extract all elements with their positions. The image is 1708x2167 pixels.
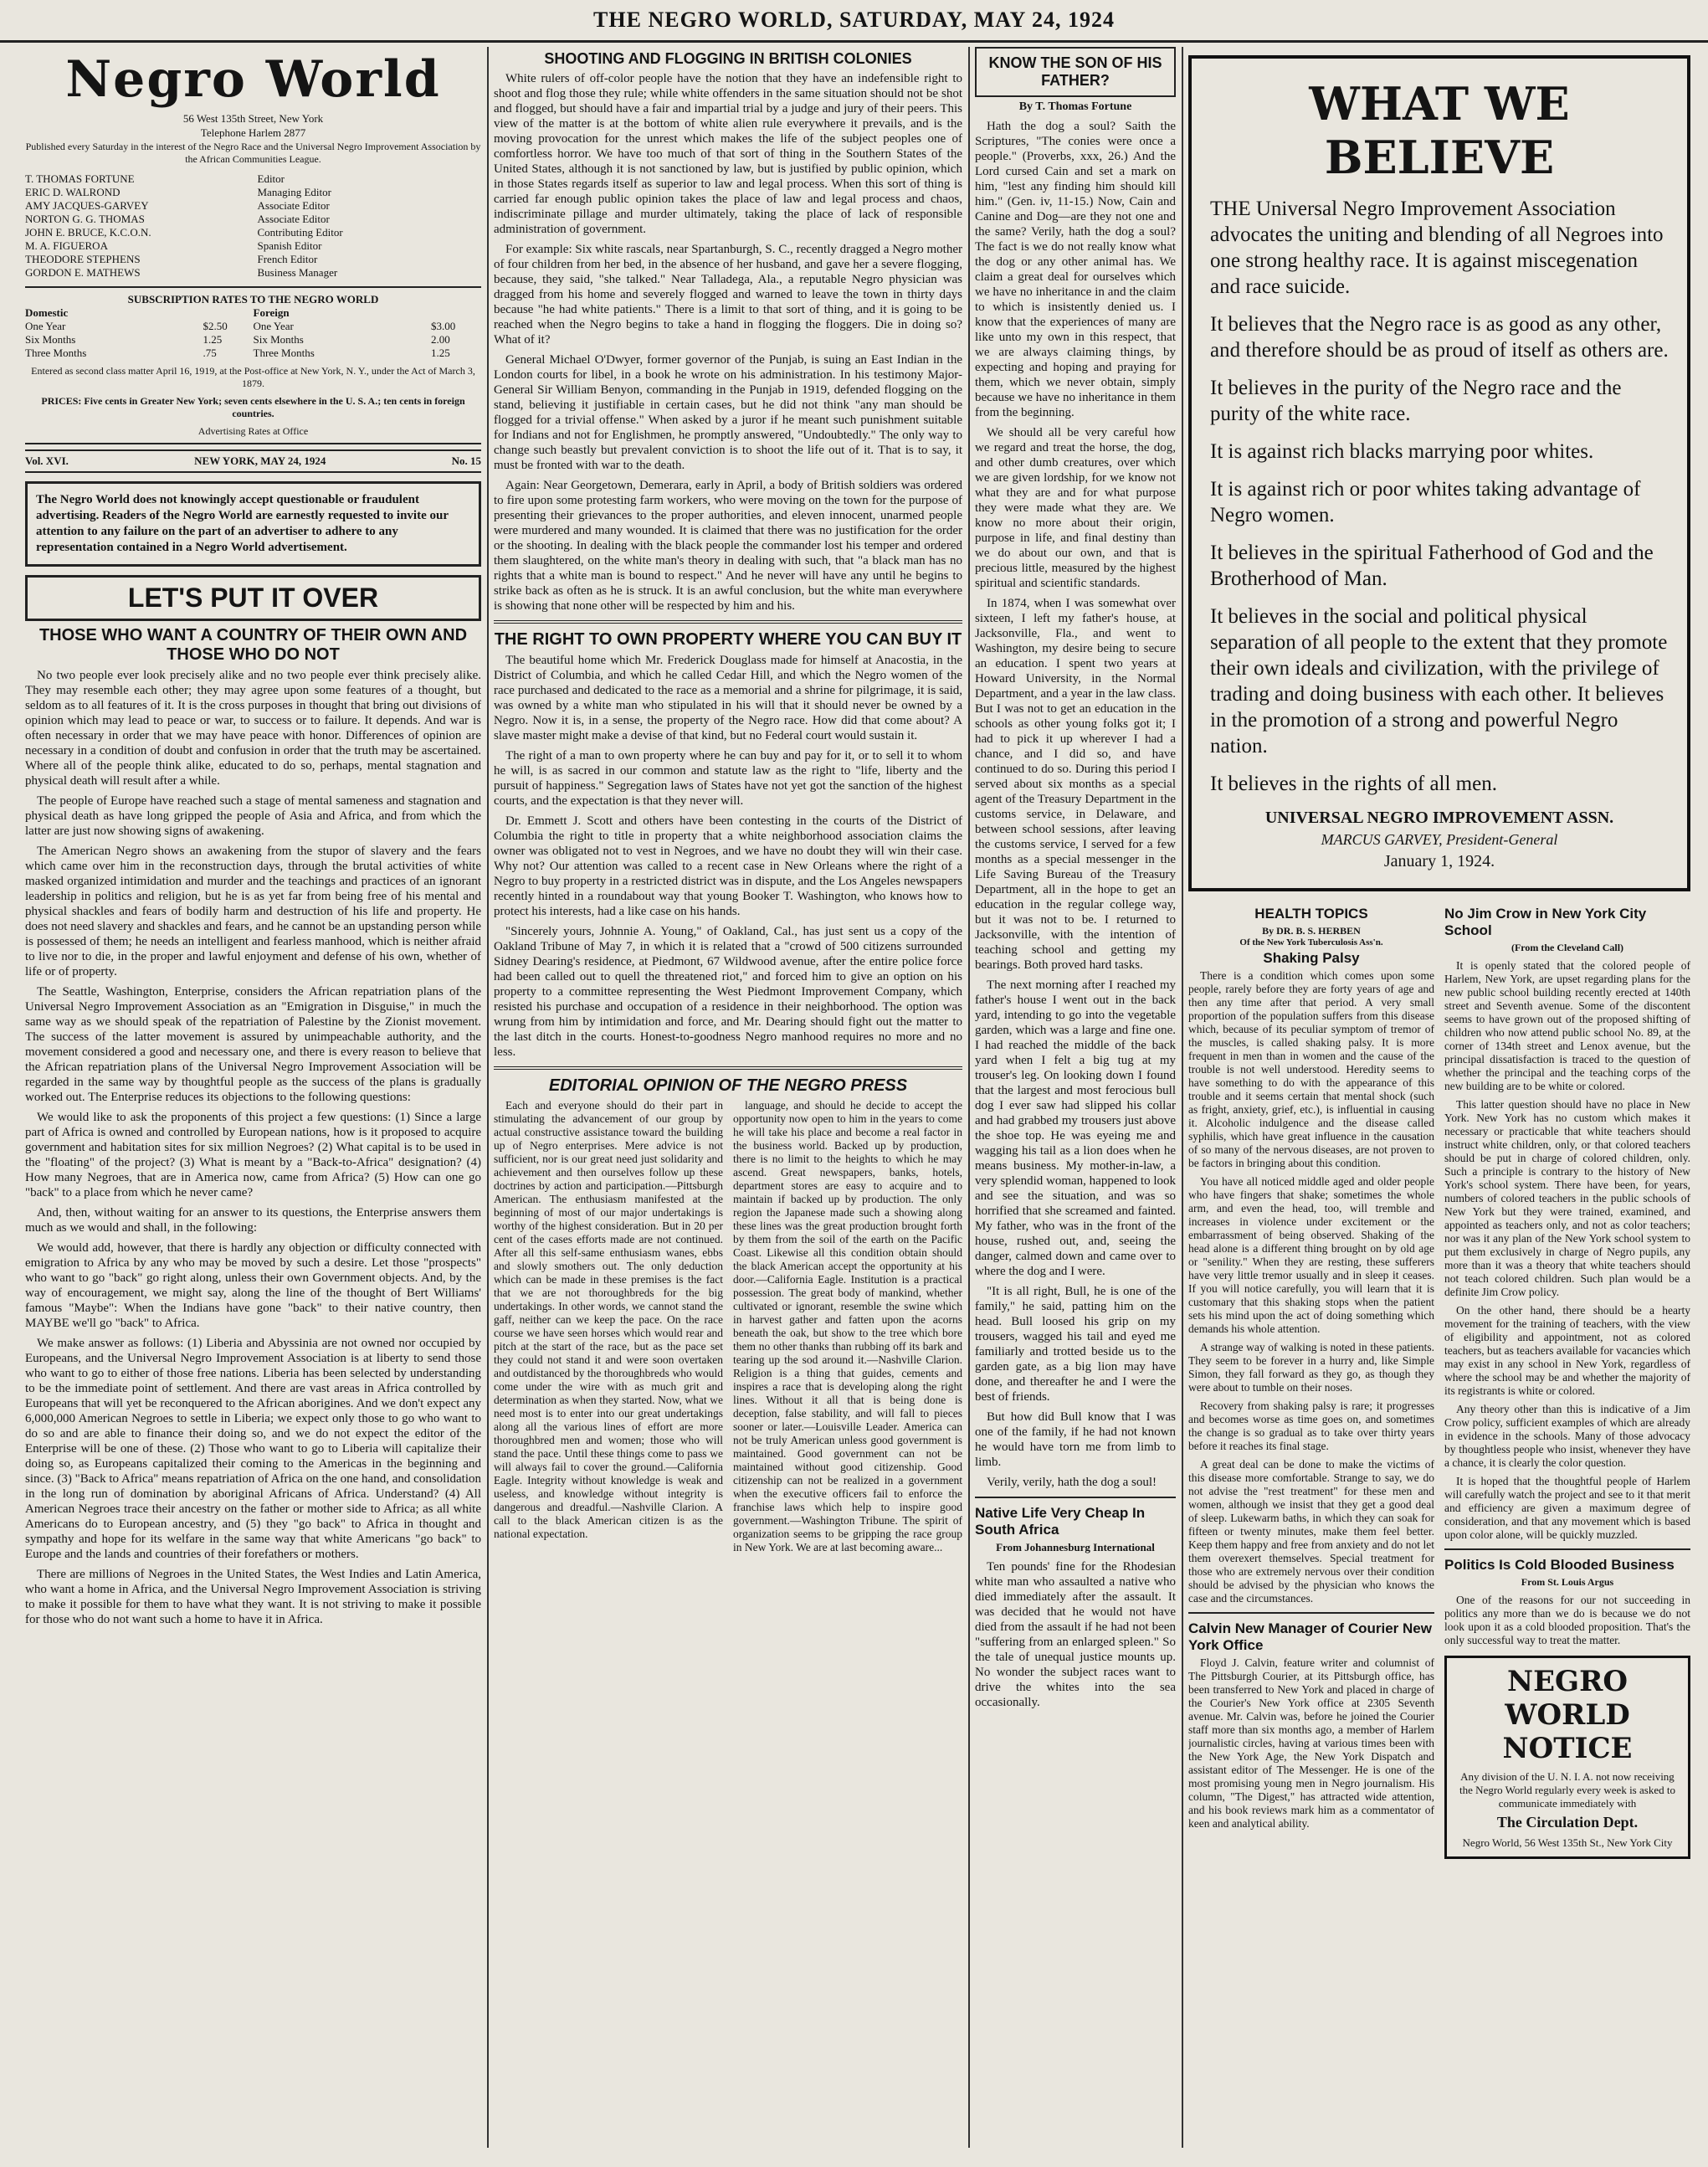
editorial-paragraph: And, then, without waiting for an answer to its questions, the Enterprise answers them much as we would and shall, in the following: <box>25 1206 481 1235</box>
press-opinion-title: EDITORIAL OPINION OF THE NEGRO PRESS <box>548 1076 908 1095</box>
health-byline: By DR. B. S. HERBEN <box>1262 925 1361 937</box>
column-rule <box>968 47 970 2148</box>
staff-name: M. A. FIGUEROA <box>25 239 108 252</box>
column-2 <box>494 47 962 2156</box>
notice-title-2: NOTICE <box>1502 1732 1633 1765</box>
column-4 <box>1188 47 1690 2156</box>
editorial-headline-box <box>25 575 481 621</box>
press-opinion-right: language, and should he decide to accept the opportunity now open to him in the years to come he will take his place and become a real factor in the business world. Backed up by production, there is no limit to the heights to which he may ascend. Great newspapers, banks, hotels, department stores are easy to acquire and to maintain if backed up by production. The only region the Japanese made such a showing along these lines was the great production brought forth by them from the soil of the earth on the Pacific Coast. Likewise all this condition obtain should the black American accept the opportunity at his door.—California Eagle. Institution is a practical possession. The great body of mankind, whether cultivated or ignorant, resemble the swine which in harvest gather and fatten upon the acorns beneath the oak, but show to the tree which bore them no other thanks than rubbing off its bark and tearing up the sod around it.—Nashville Clarion. Religion is a thing that guides, cements and inspires a race that is developing along the right lines. Without it all that is being done is deception, false stability, and will fall to pieces sooner or later.—Louisville Leader. America can not be truly American unless good government is maintained. Good government can not be maintained without good citizenship. Good citizenship can not be realized in a government when the executive officers fail to enforce the franchise laws which help to inspire good government.—Washington Tribune. The spirit of organization seems to be gripping the race group in New York. We are at last becoming aware... <box>733 1099 962 1553</box>
rate-row <box>25 333 481 347</box>
editorial-paragraph: The people of Europe have reached such a stage of mental sameness and stagnation and physical death as have long gripped the people of Asia and Africa, and from which the latter are just now showing signs of awakening. <box>25 794 481 838</box>
politics-text: One of the reasons for our not succeeding in politics any more than we do is because we do not look upon it as a cold blooded proposition. That's the only successful way to treat the matter. <box>1444 1594 1690 1646</box>
calvin-title: Calvin New Manager of Courier New York Office <box>1188 1620 1432 1653</box>
health-affiliation: Of the New York Tuberculosis Ass'n. <box>1239 937 1383 947</box>
shooting-paragraph: For example: Six white rascals, near Spartanburgh, S. C., recently dragged a Negro mother of four children from her bed, in the absence of her husband, and gave her a severe flogging, because, they said, "she talked." Near Talladega, Ala., a reputable Negro physician was dragged from his home and severely flogged and warned to leave the town in thirty days because "he had white patients." There is a limit to that sort of thing, and it is going to be reached when the Negro begins to take a hand in flogging the floggers. Die in doing so? What of it? <box>494 243 962 347</box>
masthead-address: 56 West 135th Street, New York <box>182 112 324 125</box>
column-1 <box>25 47 481 2156</box>
column-3 <box>975 47 1176 2156</box>
calvin-text: Floyd J. Calvin, feature writer and columnist of The Pittsburgh Courier, at its Pittsburgh office, has been transferred to New York and placed in charge of the Courier's New York office at 2305 Seventh avenue. Mr. Calvin was, before he joined the Courier staff more than six months ago, a member of Harlem journalistic circles, having at various times been with the New York Age, the New York Dispatch and assistant editor of The Messenger. He is one of the most promising young men in Negro journalism. His column, "The Digest," has attracted wide attention, and his book reviews mark him as a commentator of keen and analytical ability. <box>1188 1656 1434 1830</box>
editorial-subtitle: THOSE WHO WANT A COUNTRY OF THEIR OWN AND THOSE WHO DO NOT <box>38 626 468 664</box>
fortune-body <box>975 119 1176 1490</box>
believe-item: It believes that the Negro race is as good as any other, and therefore should be as proud of itself as others are. <box>1210 313 1669 362</box>
staff-role: Spanish Editor <box>257 239 322 252</box>
rates-foreign: Foreign <box>253 306 290 319</box>
rate-cell: One Year <box>25 320 66 332</box>
staff-name: JOHN E. BRUCE, K.C.O.N. <box>25 226 151 239</box>
notice-title-1: NEGRO WORLD <box>1505 1665 1630 1732</box>
editorial-paragraph: No two people ever look precisely alike and no two people ever think precisely alike. They may resemble each other; they may agree upon some features of a thought, but seldom as to all features of it. It is the cross purposes in thought that bring out divisions of opinion which may lead to peace or war, to success or to failure. It depends. And war is often necessary in order that we may have peace with honor. Differences of opinion are necessary in a condition of doubt and confusion in order that the truth may be ascertained. Where all of the people think alike, educated to do so, perhaps, mental stagnation and physical death will result after a while. <box>25 669 481 788</box>
rate-cell: 2.00 <box>431 333 450 346</box>
editorial-paragraph: We would like to ask the proponents of this project a few questions: (1) Since a large part of Africa is owned and controlled by European nations, how is it proposed to acquire government and habitation sites for six million Negroes? (2) What capital is to be used in the "floating" of the project? (3) What is meant by a "Back-to-Africa" designation? (4) How many Negroes, that are in America now, came from Africa? (5) How can one go "back" to a place from which he never came? <box>25 1111 481 1199</box>
jimcrow-paragraph: It is openly stated that the colored people of Harlem, New York, are upset regarding plans for the new public school building recently erected at 140th street and Seventh avenue. Some of the discontent seems to have grown out of the proposed shifting of children who now attend public school No. 89, at the corner of 134th street and Lenox avenue, but the principal dissatisfaction is traced to the question of whether the principal and the teaching corps of the new building are to be white or colored. <box>1444 959 1690 1092</box>
notice-dept: The Circulation Dept. <box>1496 1814 1639 1831</box>
rate-row <box>25 320 481 333</box>
fortune-byline: By T. Thomas Fortune <box>1018 100 1132 113</box>
notice-address: Negro World, 56 West 135th St., New York City <box>1462 1836 1673 1849</box>
rate-cell: Six Months <box>25 333 76 346</box>
place-date: NEW YORK, MAY 24, 1924 <box>194 454 326 467</box>
property-paragraph: The beautiful home which Mr. Frederick Douglass made for himself at Anacostia, in the District of Columbia, and which he called Cedar Hill, and which the Negro women of the race purchased and dedicated to the race as a memorial and a shrine for pilgrimage, it is said, was owned by a white man who stipulated in his will that it should never be owned by a Negro. Now it is, in a sense, the property of the Negro race. How did that come about? A slave master might make a devise of that kind, but no Federal court would sustain it. <box>494 654 962 742</box>
native-life-text: Ten pounds' fine for the Rhodesian white man who assaulted a native who died immediately after the assault. It was decided that he would not have died from the assault if he had not been "suffering from an enlarged spleen." So the tale of unequal justice mounts up. No wonder the subject races want to drive the whites into the sea occasionally. <box>975 1560 1176 1709</box>
masthead-title: Negro World <box>65 50 441 109</box>
notice-body: Any division of the U. N. I. A. not now receiving the Negro World regularly every week is asked to communicate immediately with <box>1459 1770 1675 1810</box>
health-paragraph: A strange way of walking is noted in these patients. They seem to be forever in a hurry and, like Simple Simon, they fall forward as they go, as though they were about to tumble on their noses. <box>1188 1341 1434 1394</box>
editorial-paragraph: There are millions of Negroes in the United States, the West Indies and Latin America, who want a home in Africa, and the Universal Negro Improvement Association is striving to make it possible for them to have what they want. It is not striving to make it possible for those who do not want such a home to have it in Africa. <box>25 1568 481 1626</box>
jimcrow-paragraph: It is hoped that the thoughtful people of Harlem will carefully watch the project and see to it that merit and efficiency are given a maximum degree of consideration, and that any movement which is based upon color alone, will be quickly muzzled. <box>1444 1475 1690 1541</box>
rate-cell: 1.25 <box>203 333 223 346</box>
issue-line <box>25 449 481 473</box>
masthead-published: Published every Saturday in the interest of the Negro Race and the Universal Negro Improvement Association by the African Communities League. <box>25 141 481 165</box>
negro-world-notice <box>1444 1656 1690 1859</box>
rate-cell: 1.25 <box>431 347 450 359</box>
property-title: THE RIGHT TO OWN PROPERTY WHERE YOU CAN BUY IT <box>494 630 962 649</box>
prices-notice: PRICES: Five cents in Greater New York; seven cents elsewhere in the U. S. A.; ten cents in foreign countries. <box>41 395 465 419</box>
editorial-paragraph: The Seattle, Washington, Enterprise, considers the African repatriation plans of the Universal Negro Improvement Association as an "Emigration in Disguise," in much the same way as we should speak of the repatriation of Palestine by the Zionist movement. The success of the latter movement is assured by unimpeachable authority, and the movement considered a good and necessary one, and there is every reason to believe that the African repatriation plans of the Universal Negro Improvement Association will be regarded in the same way by thoughtful people as the success of the plans is gradually worked out. The Enterprise reduces its objections to the following questions: <box>25 985 481 1104</box>
fortune-paragraph: The next morning after I reached my father's house I went out in the back yard, intending to go into the vegetable garden, which was a large and fine one. I had reached the middle of the back yard when I felt a big tug at my trouser's leg. On looking down I found that the largest and most ferocious bull dog I ever saw had slipped his collar and had grabbed my trousers just above the shoe top. He was eyeing me and wagging his tail as a lion does when he means business. My mother-in-law, a very splendid woman, happened to look and see the situation, and was so horrified that she screamed and fainted. My father, who was in the front of the house, rushed out, and, seeing the danger, calmed down and came over to where the dog and I were. <box>975 978 1176 1278</box>
staff-name: GORDON E. MATHEWS <box>25 266 141 279</box>
believe-item: It believes in the social and political physical separation of all people to the extent that they promote their own ideals and civilization, with the privilege of trading and doing business with each other. It believes in the promotion of a strong and powerful Negro nation. <box>1210 605 1668 757</box>
rates-domestic: Domestic <box>25 306 69 319</box>
property-paragraph: Dr. Emmett J. Scott and others have been contesting in the courts of the District of Columbia the right to title in property that a white neighborhood association claims the owner was obligated not to vest in Negroes, and we have no doubt they will win their case. Why not? Our attention was called to a recent case in New Orleans where the right of a Negro to buy property in a restricted district was in dispute, and the Los Angeles newspapers recently hinted in a roundabout way that young Booker T. Washington, who knows how to protect his interests, had a like case on his hands. <box>494 814 962 918</box>
believe-item: It believes in the purity of the Negro race and the purity of the white race. <box>1210 377 1622 425</box>
rate-cell: One Year <box>253 320 294 332</box>
rate-cell: Six Months <box>253 333 304 346</box>
volume: Vol. XVI. <box>25 454 69 467</box>
press-opinion-left: Each and everyone should do their part in stimulating the advancement of our group by actual constructive assistance toward the building up of Negro enterprises. Mere advice is not sufficient, nor is our great need just solidarity and achievement and then ourselves follow up these doctrines by action and participation.—Pittsburgh American. The enthusiasm manifested at the beginning of most of our major undertakings is worthy of the highest consideration. But in 20 per cent of the cases efforts made are not continued. After all this self-same enthusiasm wanes, ebbs and slowly smothers out. The only deduction which can be made in these premises is the fact that we are not thoroughbreds for the big undertakings. In other words, we cannot stand the gaff, neither can we keep the pace. On the race course we have seen horses which would rear and pitch at the start of the race, but as the pace set they could not stand it and were soon overtaken and outdistanced by the thoroughbreds who would come under the wire with as much grit and determination as when they started. Now, what we need most is to enter into our great undertakings along all the various lines of effort are more thoroughbred men and women; those who will stand the pace. Until these things come to pass we will always fail to cover the ground.—California Eagle. Integrity without knowledge is weak and useless, and knowledge without integrity is dangerous and dreadful.—Nashville Clarion. A call to the black American citizen is as the national expectation. <box>494 1099 723 1540</box>
politics-source: From St. Louis Argus <box>1521 1576 1614 1588</box>
staff-name: NORTON G. G. THOMAS <box>25 213 145 225</box>
politics-title: Politics Is Cold Blooded Business <box>1444 1557 1675 1573</box>
believe-item: It is against rich blacks marrying poor whites. <box>1210 440 1594 463</box>
jimcrow-paragraph: Any theory other than this is indicative of a Jim Crow policy, sufficient examples of which are already in evidence in the schools. Many of those advocacy by thoughtless people who insist, whenever they have a chance, it is clearly the color question. <box>1444 1403 1690 1469</box>
advertising-disclaimer: The Negro World does not knowingly accept questionable or fraudulent advertising. Readers of the Negro World are earnestly requested to invite our attention to any failure on the part of an advertiser to adhere to any representation contained in a Negro World advertisement. <box>25 481 481 567</box>
property-paragraph: The right of a man to own property where he can buy and pay for it, or to sell it to whom he will, is as sacred in our common and statute law as the right to "life, liberty and the pursuit of happiness." Segregation laws of States have not yet got the sanction of the highest courts, and the expectation is that they never will. <box>494 749 962 808</box>
believe-date: January 1, 1924. <box>1383 852 1495 870</box>
staff-name: ERIC D. WALROND <box>25 186 121 198</box>
jimcrow-source: (From the Cleveland Call) <box>1511 942 1624 953</box>
believe-president: MARCUS GARVEY, President-General <box>1321 831 1558 848</box>
property-paragraph: "Sincerely yours, Johnnie A. Young," of Oakland, Cal., has just sent us a copy of the Oakland Tribune of May 7, in which it is related that a "crowd of 500 citizens surrounded Sidney Dearing's residence, at Piedmont, 67 Wildwood avenue, after the entire police force had been called out to quell the threatened riot," and forced him to give an option on his property to a committee representing the West Piedmont Improvement Company, which resisted his purchase and occupation of a residence in their neighborhood. The option was wrung from him by intimidation and force, and Mr. Dearing should fight out the matter to the last ditch in the courts. Honest-to-goodness Negro manhood requires no more and no less. <box>494 925 962 1059</box>
believe-item: THE Universal Negro Improvement Association advocates the uniting and blending of all Negroes into one strong healthy race. It is against miscegenation and race suicide. <box>1210 198 1664 298</box>
believe-item: It is against rich or poor whites taking advantage of Negro women. <box>1210 478 1641 526</box>
fortune-paragraph: Verily, verily, hath the dog a soul! <box>987 1476 1157 1489</box>
jimcrow-paragraph: This latter question should have no place in New York. New York has no custom which makes it necessary or practicable that white teachers should instruct white children, only, or that colored teachers should be put in charge of colored children, only. Such a principle is contrary to the history of New York's school system. There have been, for years, numbers of colored teachers in the public schools of New York but they were trained, examined, and appointed as teachers only, and not as color teachers; nor was it any plan of the New York school system to put them exclusively in charge of Negro pupils, any more than it was a theory that white teachers should not teach colored children. Such plan would be a definite Jim Crow policy. <box>1444 1098 1690 1298</box>
fortune-paragraph: But how did Bull know that I was one of the family, if he had not known he would have torn me from limb to limb. <box>975 1410 1176 1469</box>
property-body <box>494 653 962 1060</box>
rate-cell: $3.00 <box>431 320 456 332</box>
staff-role: Business Manager <box>257 266 338 279</box>
fortune-title: KNOW THE SON OF HIS FATHER? <box>988 54 1162 89</box>
jimcrow-column <box>1444 903 1690 1859</box>
fortune-paragraph: In 1874, when I was somewhat over sixteen, I left my father's house, at Jacksonville, Fla., and went to Washington, my desire being to secure an education. I spent two years at Howard University, in the Normal Department, and a year in the law class. But I was not to get an education in the schools as other young folks got it; I had to pick it up wherever I had a chance, and I did so, and have continued to do so. During this period I served about six months as a special agent of the Treasury Department in the customs service, in Delaware, and between school sessions, after leaving the customs service, I served for a few months as a special messenger in the Life Saving Bureau of the Treasury Department, all in the hope to get an education in the regular college way, but it was not to be. I returned to Jacksonville, with the intention of teaching school and getting my bearings. Both proved hard tasks. <box>975 597 1176 972</box>
shooting-body <box>494 71 962 614</box>
what-we-believe-box <box>1188 55 1690 891</box>
press-opinion-body <box>494 1099 962 1559</box>
health-title: Shaking Palsy <box>1263 950 1360 966</box>
jimcrow-title: No Jim Crow in New York City School <box>1444 906 1647 938</box>
health-paragraph: Recovery from shaking palsy is rare; it progresses and becomes worse as time goes on, and sometimes the change is so gradual as to take over thirty years before it reaches its final stage. <box>1188 1399 1434 1452</box>
staff-role: Associate Editor <box>257 199 330 212</box>
staff-role: French Editor <box>257 253 318 265</box>
staff-name: THEODORE STEPHENS <box>25 253 141 265</box>
editorial-paragraph: We would add, however, that there is hardly any objection or difficulty connected with emigration to Africa by any who may be moved by such a desire. Let those "prospects" who want to go "back" go right along, unless their own Government objects. And, by the way of encouragement, we might say, along the line of the thought of Bert Williams' famous "Maybe": When the Indians have gone "back" to their native country, then MAYBE we'll go "back" to Africa. <box>25 1241 481 1330</box>
health-paragraph: There is a condition which comes upon some people, rarely before they are forty years of age and then any time after that period. A very small proportion of the population suffers from this disease which, because of its peculiar symptom of tremor of the muscles, is called shaking palsy. It is more frequent in men than in women and the cause of the trouble is not well understood. Heredity seems to have something to do with the appearance of this trouble and it seems certain that mental shock (such as fright, anxiety, grief, etc.), is influential in causing it. Alcoholic indulgence and the disease called syphilis, which have great influence in the causation of so many of the nervous diseases, are not proven to be factors in bringing about this condition. <box>1188 969 1434 1169</box>
staff-role: Contributing Editor <box>257 226 343 239</box>
running-head: THE NEGRO WORLD, SATURDAY, MAY 24, 1924 <box>0 0 1708 43</box>
believe-item: It believes in the rights of all men. <box>1210 773 1497 795</box>
advertising-notice: Advertising Rates at Office <box>197 425 309 437</box>
fortune-paragraph: Hath the dog a soul? Saith the Scriptures, "The conies were once a people." (Proverbs, xxx, 26.) And the Lord cursed Cain and set a mark on him, "lest any finding him should kill him." (Gen. iv, 11-15.) Now, Cain and Canine and Dog—are they not one and the same? Verily, hath the dog a soul? The fact is we do not really know what the dog or any other animal has. We claim a great deal for ourselves which we have no inheritance in and the claim to which is insistently denied us. I know that the experiences of many are like unto my own in this respect, that we are always claiming things, by expecting and hoping and praying for them, which we never obtain, simply because we have no inheritance in them from the beginning. <box>975 120 1176 419</box>
staff-role: Managing Editor <box>257 186 331 198</box>
masthead <box>25 50 481 473</box>
fortune-paragraph: We should all be very careful how we regard and treat the horse, the dog, and other dumb creatures, over which we are given lordship, for we know not what they are and for what purpose they were made what they are. We know no more about their origin, purpose in life, and final destiny than we do about our own, and that is precious little, measured by the highest spiritual and scientific standards. <box>975 426 1176 590</box>
health-column <box>1188 903 1434 1859</box>
native-life-source: From Johannesburg International <box>996 1541 1155 1553</box>
believe-org: UNIVERSAL NEGRO IMPROVEMENT ASSN. <box>1264 809 1614 827</box>
rate-cell: Three Months <box>25 347 87 359</box>
native-life-title: Native Life Very Cheap In South Africa <box>975 1505 1146 1538</box>
staff-list <box>25 172 481 280</box>
rate-cell: .75 <box>203 347 217 359</box>
editorial-title: LET'S PUT IT OVER <box>127 583 379 613</box>
rate-cell: Three Months <box>253 347 315 359</box>
shooting-title: SHOOTING AND FLOGGING IN BRITISH COLONIES <box>544 50 912 67</box>
issue-number: No. 15 <box>451 454 481 467</box>
health-section: HEALTH TOPICS <box>1254 906 1368 922</box>
health-paragraph: You have all noticed middle aged and older people who have fingers that shake; sometimes the whole arm, and even the head, too, will tremble and increases in violence under excitement or the embarrassment of being observed. Shaking of the head alone is a different thing brought on by old age or "senility." When they are resting, these sufferers have very little tremor usually and in sleep it ceases. If you will notice carefully, you will learn that it is customary that this shaking stops when the patient sets his mind upon the act of doing something which demands his whole attention. <box>1188 1175 1434 1335</box>
shooting-paragraph: White rulers of off-color people have the notion that they have an indefensible right to shoot and flog those they rule; while white offenders in the same situation should not be shot and flogged, but should have a fair and impartial trial by a judge and jury of their peers. This view of the matter is at the bottom of white alien rule everywhere it prevails, and is the moving provocation for the unrest which makes the life of the subject peoples one of comfortless horror. We have too much of that sort of thing in the Southern States of the United States, although it is not sanctioned by law, but is justified by public opinion, which in those States regards itself as superior to law and legal process. When this sort of thing is carried far enough public opinion takes the place of law and legal process and chaos, indiscriminate pillage and murder ultimately, taking the place of lack of responsible administration of government. <box>494 72 962 236</box>
column-rule <box>1182 47 1183 2148</box>
editorial-paragraph: We make answer as follows: (1) Liberia and Abyssinia are not owned nor occupied by Europeans, and the Universal Negro Improvement Association is at liberty to send those who want to go to either of those free nations. Liberia has been selected by understanding to be the immediate point of settlement. And there are vast areas in Africa controlled by Europeans that will yet be reconquered to the African aborigines. And we don't expect any 6,000,000 American Negroes to settle in Liberia; we expect only those to go who want to do so and are able to finance their doing so, and we do not expect the editor of the Enterprise will be one of these. (2) Those who want to go to Liberia will capitalize their doing so, as Europeans capitalized their coming to the Americas in the beginning and since. (3) "Back to Africa" means repatriation of Africa on the one hand, and consolidation in the long run of domination by aboriginal Africans of Africa. Understand? (4) All American Negroes trace their ancestry on the father or mother side to Africa; as all white Americans do to European ancestry, and (5) they "go back" to Africa in thought and sympathy and hope for its welfare in the same way that white Americans "go back" to Europe and the lands and countries of their forefathers or mothers. <box>25 1337 481 1561</box>
staff-role: Associate Editor <box>257 213 330 225</box>
fortune-paragraph: "It is all right, Bull, he is one of the family," he said, patting him on the head. Bull loosed his grip on my trousers, wagged his tail and eyed me familiarly and trotted beside us to the garden gate, as a big lion may have done, and thereafter he and I were the best of friends. <box>975 1285 1176 1404</box>
believe-item: It believes in the spiritual Fatherhood of God and the Brotherhood of Man. <box>1210 542 1654 590</box>
entered-notice: Entered as second class matter April 16, 1919, at the Post-office at New York, N. Y., under the Act of March 3, 1879. <box>31 365 475 389</box>
editorial-body <box>25 668 481 1627</box>
shooting-paragraph: General Michael O'Dwyer, former governor of the Punjab, is suing an East Indian in the London courts for libel, in a book he wrote on his administration. In his testimony Major-General Sir William Benyon, commanding in the Punjab in 1919, defended flogging on the stand, believing it justifiable in certain cases, but he did not think "any man should be flogged for a trivial offense." When asked by a juror if he meant such punishment suitable for Indians and not for Englishmen, he promptly answered, "Undoubtedly." The only way to change such beastly but prevalent conviction is to shoot the life out of it. That is to say, it must be fronted with war to the death. <box>494 353 962 472</box>
masthead-phone: Telephone Harlem 2877 <box>200 126 306 139</box>
staff-role: Editor <box>257 172 285 185</box>
editorial-paragraph: The American Negro shows an awakening from the stupor of slavery and the fears which came over him in the reconstruction days, through the brutal activities of white masked organized intimidation and murder and the teachings and practices of an ignorant leadership in politics and religion, but he is as yet far from being free of his mental and physical shackles and fears of bodily harm and destruction of his life and property. He does not need slavery and shackles and fears, and he cannot be an upstanding person while is possessed of them; he needs an intelligent and fearless manhood, which is neither afraid to live nor to die, in the proper and lawful enjoyment and defense of his own, whether of life or of property. <box>25 845 481 978</box>
column-rule <box>487 47 489 2148</box>
rate-cell: $2.50 <box>203 320 228 332</box>
staff-name: AMY JACQUES-GARVEY <box>25 199 149 212</box>
jimcrow-paragraph: On the other hand, there should be a hearty movement for the training of teachers, with the view of eligibility and appointment, not as colored teachers, but as teachers available for vacancies which may exist in any school in New York, regardless of where the school may be and whether the majority of its registrants is white or colored. <box>1444 1304 1690 1397</box>
subscription-rates <box>25 286 481 444</box>
rates-title: SUBSCRIPTION RATES TO THE NEGRO WORLD <box>127 293 379 306</box>
believe-title: WHAT WE BELIEVE <box>1309 77 1570 184</box>
rate-row <box>25 347 481 360</box>
staff-name: T. THOMAS FORTUNE <box>25 172 135 185</box>
health-paragraph: A great deal can be done to make the victims of this disease more comfortable. Strange to say, we do not advise the "rest treatment" for these men and women, although we insist that they get a good deal of sleep. Lukewarm baths, in which they can soak for fifteen or twenty minutes, make them feel better. Keep them happy and free from anxiety and do not let them overexert themselves. Special treatment for those who are extremely nervous over their condition should be advised by the physician who knows the case and the circumstances. <box>1188 1458 1434 1605</box>
shooting-paragraph: Again: Near Georgetown, Demerara, early in April, a body of British soldiers was ordered to fire upon some protesting farm workers, who were moving on the town for the purpose of presenting their grievances to the proper authorities, and eleven innocent, unarmed people were murdered and many wounded. It is claimed that there was no justification for the order or the shooting. In dealing with the black people the commander lost his temper and ordered them slaughtered, on the white man's theory in dealing with such, that "a black man has no rights that a white man is bound to respect." And he never will have any until he begins to strike back as often as he is struck. It is an awful conclusion, but the white man everywhere is showing that none other will be respected by him and his. <box>494 479 962 613</box>
